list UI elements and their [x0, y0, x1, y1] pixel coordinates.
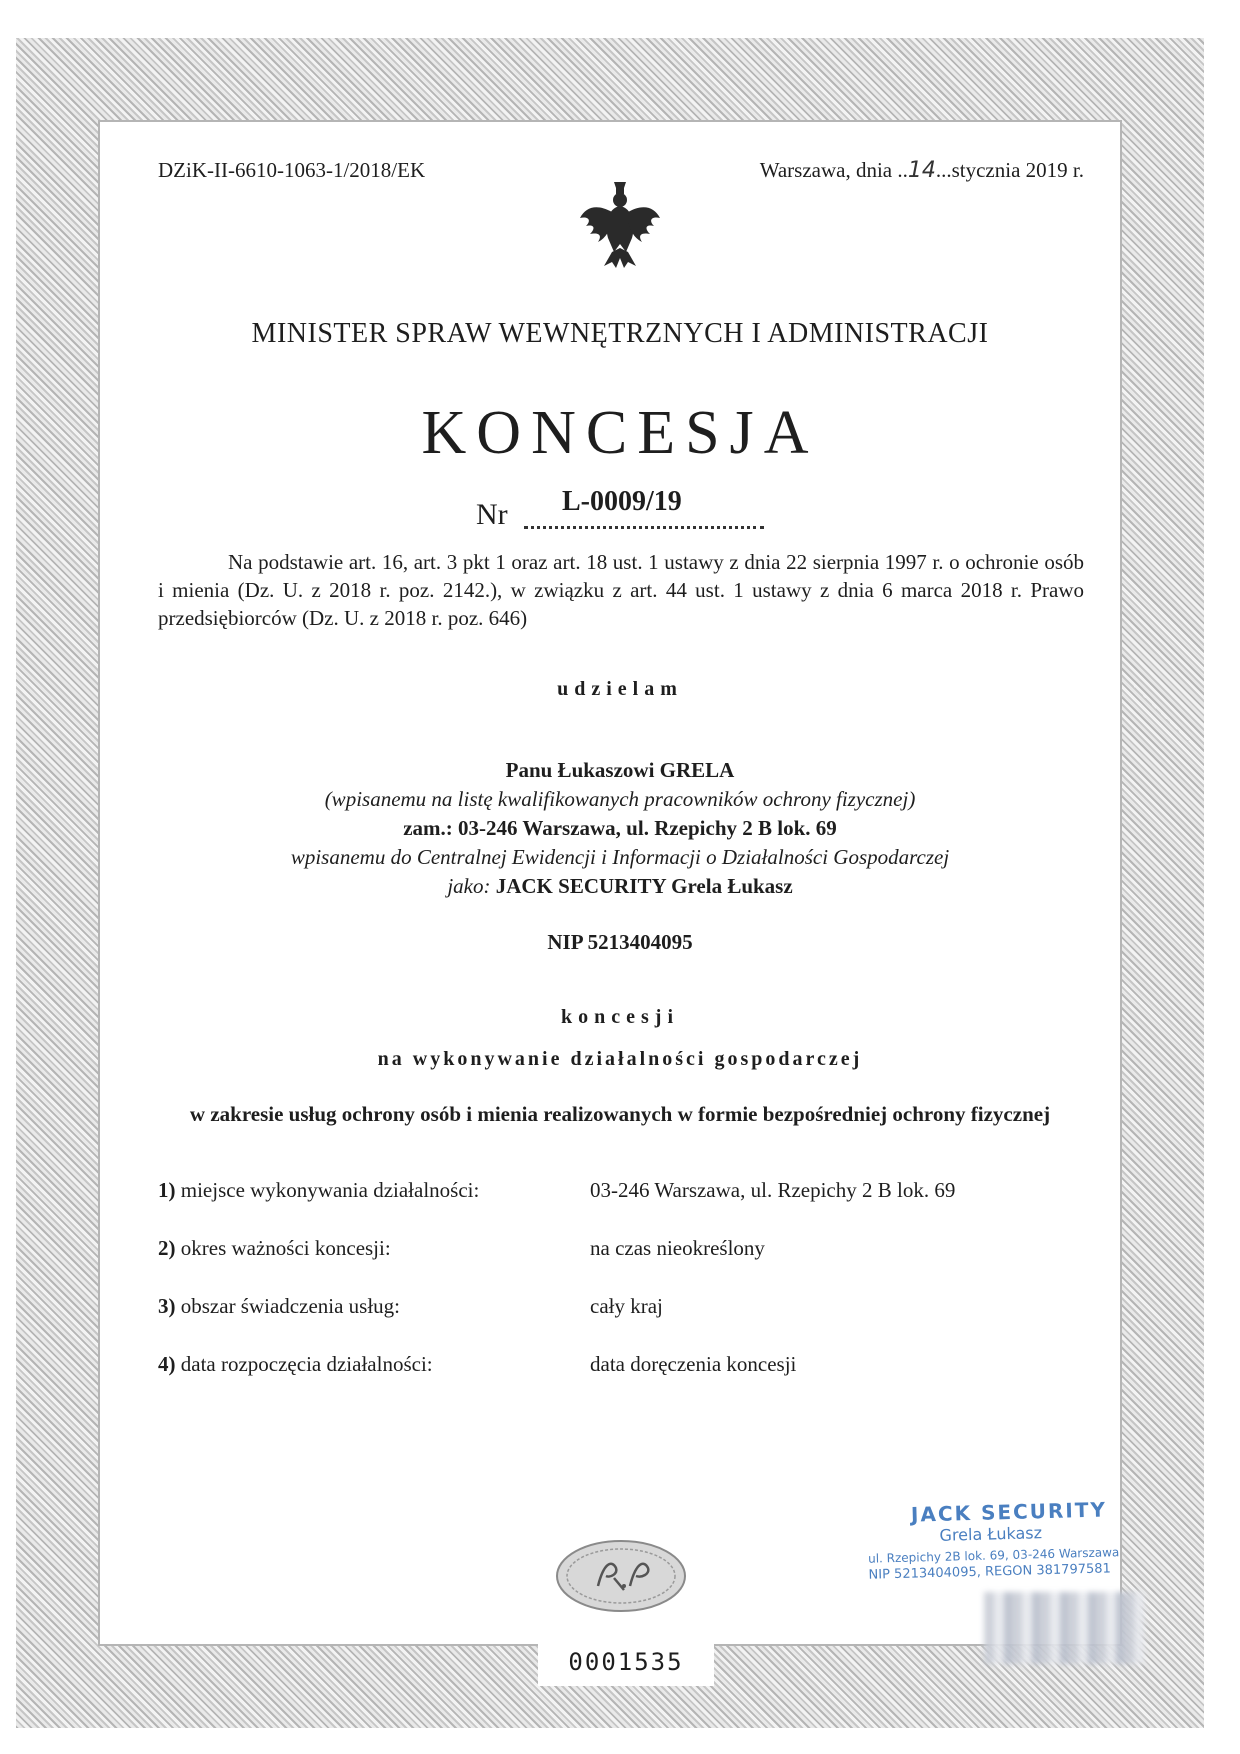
- legal-basis-paragraph: Na podstawie art. 16, art. 3 pkt 1 oraz art. 18 ust. 1 ustawy z dnia 22 sierpnia 1997 r. o ochronie osób i mienia (Dz. U. z 2018 r. poz. 2142.), w związku z art. 44 ust. 1 ustawy z dnia 6 marca 2018 r. Prawo przedsiębiorców (Dz. U. z 2018 r. poz. 646): [158, 550, 1084, 630]
- redacted-signature: [984, 1592, 1144, 1664]
- stamp-ids: NIP 5213404095, REGON 381797581: [868, 1561, 1112, 1583]
- rp-seal-icon: [554, 1538, 688, 1614]
- detail-value: data doręczenia koncesji: [590, 1352, 797, 1376]
- detail-num: 3): [158, 1294, 176, 1318]
- company-stamp: [867, 1496, 1154, 1607]
- business-name: JACK SECURITY Grela Łukasz: [495, 874, 793, 898]
- holder-note: (wpisanemu na listę kwalifikowanych pracowników ochrony fizycznej): [324, 787, 916, 811]
- nip-number: NIP 5213404095: [547, 930, 693, 954]
- detail-value: na czas nieokreślony: [590, 1236, 765, 1260]
- reference-number: DZiK-II-6610-1063-1/2018/EK: [158, 158, 426, 182]
- detail-label: data rozpoczęcia działalności:: [180, 1352, 433, 1376]
- holder-block: [0, 756, 1240, 901]
- issuer-heading: MINISTER SPRAW WEWNĘTRZNYCH I ADMINISTRACJI: [251, 318, 989, 349]
- activity-line: na wykonywanie działalności gospodarczej: [377, 1048, 863, 1070]
- details-list: [158, 1178, 1098, 1410]
- detail-num: 2): [158, 1236, 176, 1260]
- concession-word: koncesji: [561, 1006, 679, 1028]
- place-and-date: [760, 158, 1084, 183]
- grant-word: udzielam: [557, 678, 683, 700]
- detail-value: cały kraj: [590, 1294, 663, 1318]
- concession-number: L-0009/19: [562, 486, 682, 517]
- detail-row: [158, 1236, 1098, 1294]
- as-prefix: jako:: [447, 874, 491, 898]
- stamp-owner: Grela Łukasz: [939, 1523, 1043, 1545]
- handwritten-day: 14: [907, 158, 936, 183]
- eagle-emblem-icon: [578, 178, 662, 270]
- detail-value: 03-246 Warszawa, ul. Rzepichy 2 B lok. 69: [590, 1178, 956, 1202]
- holder-name: Panu Łukaszowi GRELA: [505, 758, 735, 782]
- stamp-address: ul. Rzepichy 2B lok. 69, 03-246 Warszawa: [867, 1545, 1120, 1566]
- document-title: KONCESJA: [421, 399, 819, 467]
- detail-num: 4): [158, 1352, 176, 1376]
- holder-business-line: [0, 872, 1240, 901]
- detail-row: [158, 1178, 1098, 1236]
- holder-registry: wpisanemu do Centralnej Ewidencji i Informacji o Działalności Gospodarczej: [290, 845, 950, 869]
- detail-label: miejsce wykonywania działalności:: [180, 1178, 480, 1202]
- stamp-company: JACK SECURITY: [910, 1497, 1108, 1527]
- number-label: Nr: [476, 498, 508, 531]
- detail-row: [158, 1294, 1098, 1352]
- serial-number: 0001535: [568, 1648, 684, 1676]
- holder-address: zam.: 03-246 Warszawa, ul. Rzepichy 2 B lok. 69: [403, 816, 837, 840]
- place-prefix: Warszawa, dnia ..: [759, 158, 908, 182]
- detail-label: okres ważności koncesji:: [180, 1236, 391, 1260]
- detail-num: 1): [158, 1178, 176, 1202]
- detail-label: obszar świadczenia usług:: [180, 1294, 401, 1318]
- date-suffix: ...stycznia 2019 r.: [935, 158, 1084, 182]
- scope-line: w zakresie usług ochrony osób i mienia realizowanych w formie bezpośredniej ochrony fizycznej: [189, 1102, 1051, 1126]
- detail-row: [158, 1352, 1098, 1410]
